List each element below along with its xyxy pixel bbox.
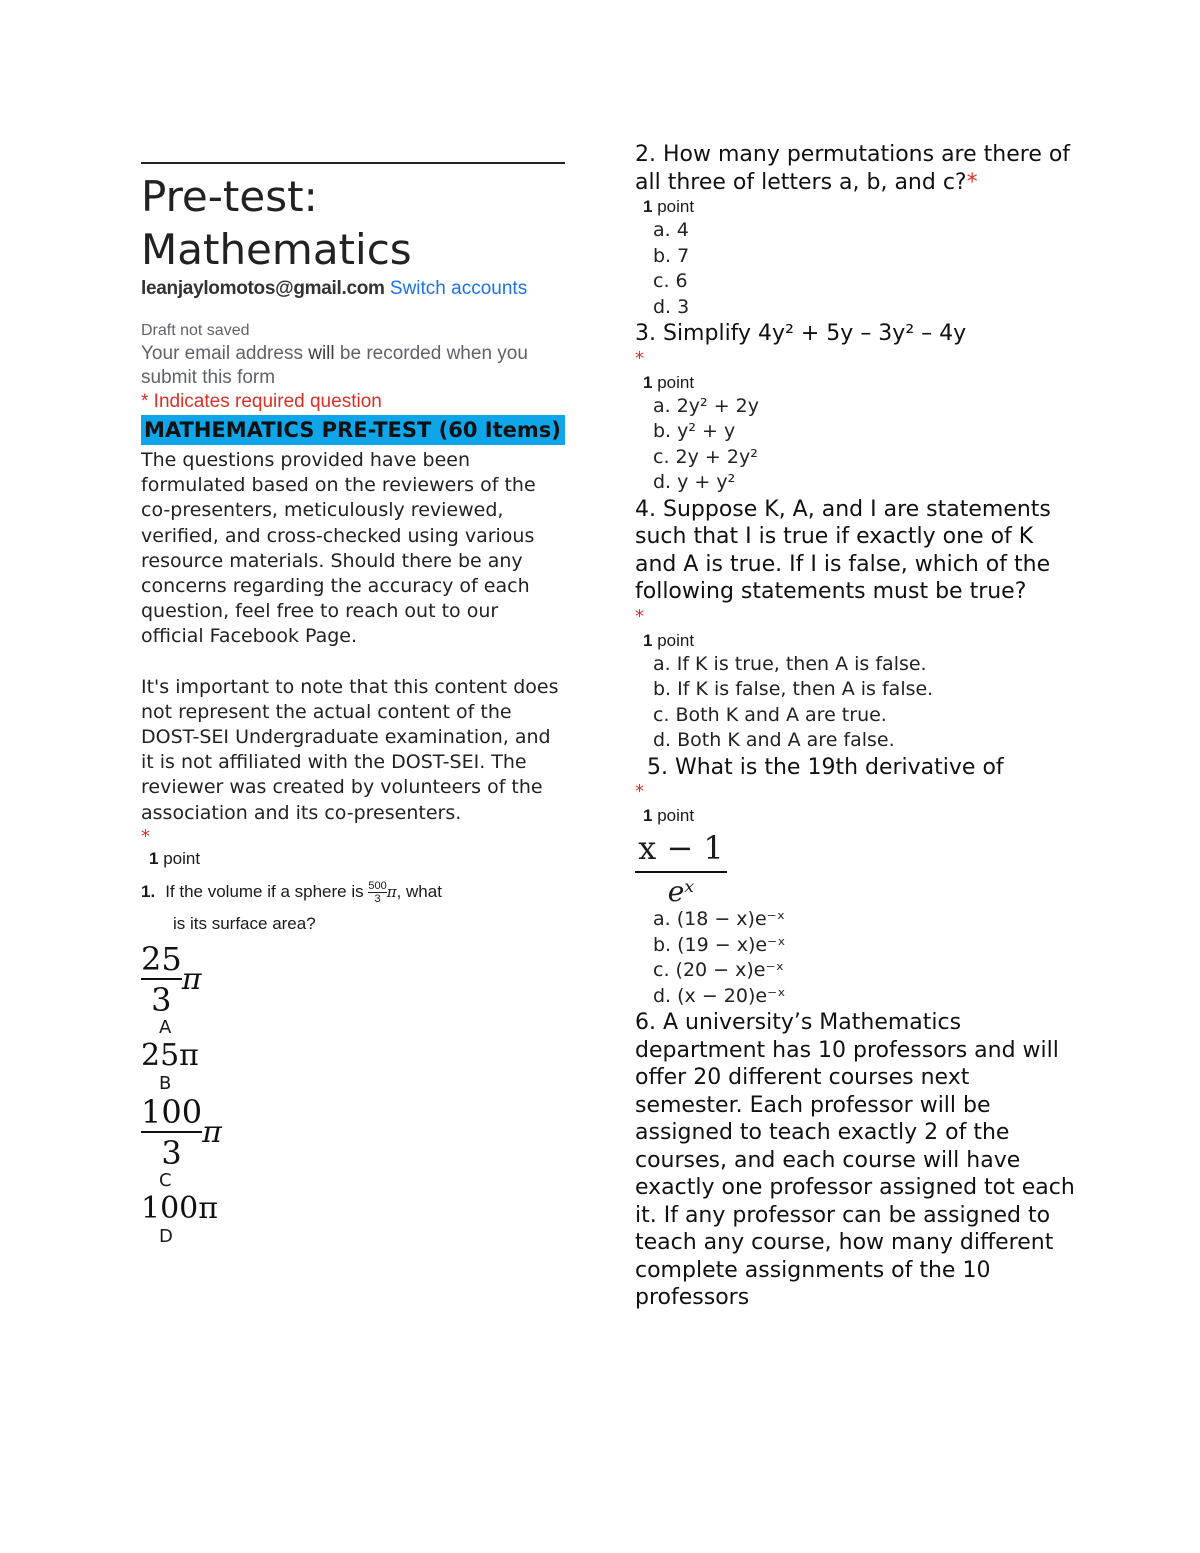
choice-a-numerator: 25 xyxy=(141,939,182,978)
choice-a-denominator: 3 xyxy=(151,980,172,1019)
right-column xyxy=(635,141,1075,1312)
description-paragraph-2: It's important to note that this content does not represent the actual content of the DOST-SEI Undergraduate examination, and it is not affiliated with the DOST-SEI. The reviewer was created by volunteers of the association and its co-presenters. xyxy=(141,675,559,824)
choice-a[interactable] xyxy=(141,941,565,1018)
question-2 xyxy=(635,141,1075,320)
question-6-title: 6. A university’s Mathematics department has 10 professors and will offer 20 different courses next semester. Each professor will be assigned to teach exactly 2 of the courses, and each course will have exactly one professor assigned tot each it. If any professor can be assigned to teach any course, how many different complete assignments of the 10 professors xyxy=(635,1010,1075,1310)
question-5-numerator: x − 1 xyxy=(638,829,724,867)
required-star: * xyxy=(141,825,150,847)
choice-a-letter: A xyxy=(159,1016,172,1038)
account-email: leanjaylomotos@gmail.com xyxy=(141,278,385,299)
email-notice-will: will xyxy=(308,343,335,364)
question-1-text-post: , what xyxy=(396,881,442,901)
choice-b[interactable] xyxy=(141,1038,565,1074)
question-1-text: If the volume if a sphere is xyxy=(165,881,364,901)
points-value: 1 xyxy=(643,806,653,825)
option[interactable]: b. (19 − x)e⁻ˣ xyxy=(653,933,786,956)
points-label: point xyxy=(657,630,695,650)
volume-pi: π xyxy=(386,882,397,901)
question-5-denominator: eˣ xyxy=(667,875,695,908)
email-notice-prefix: Your email address xyxy=(141,343,309,364)
email-notice-suffix: be recorded when you submit this form xyxy=(141,343,528,388)
option[interactable]: b. 7 xyxy=(653,244,690,267)
description-paragraph-1: The questions provided have been formulated based on the reviewers of the co-presenters, meticulously reviewed, verified, and cross-checked using various resource materials. Should there be any concerns regarding the accuracy of each question, feel free to reach out to our official Facebook Page. xyxy=(141,449,536,648)
points-badge xyxy=(643,630,1075,652)
option[interactable]: a. If K is true, then A is false. xyxy=(653,652,927,675)
choice-a-pi: π xyxy=(181,961,202,997)
option[interactable]: a. 4 xyxy=(653,219,689,241)
points-badge xyxy=(643,196,1075,218)
section-description xyxy=(141,448,565,826)
option[interactable]: c. Both K and A are true. xyxy=(653,703,887,726)
volume-fraction-num: 500 xyxy=(368,879,387,892)
question-5 xyxy=(635,754,1075,1010)
points-badge xyxy=(643,372,1075,394)
email-notice xyxy=(141,342,565,390)
points-label: point xyxy=(657,806,695,825)
volume-fraction-den: 3 xyxy=(368,892,386,905)
question-3-title: 3. Simplify 4y² + 5y – 3y² – 4y xyxy=(635,321,967,346)
choice-c-denominator: 3 xyxy=(161,1133,182,1172)
points-value: 1 xyxy=(149,848,159,868)
option[interactable]: c. (20 − x)e⁻ˣ xyxy=(653,959,784,981)
option[interactable]: d. 3 xyxy=(653,295,690,318)
option[interactable]: d. Both K and A are false. xyxy=(653,729,895,751)
choice-c[interactable] xyxy=(141,1094,565,1171)
option[interactable]: d. (x − 20)e⁻ˣ xyxy=(653,984,786,1007)
choice-c-numerator: 100 xyxy=(141,1092,203,1131)
question-6 xyxy=(635,1009,1075,1312)
points-badge xyxy=(643,805,1075,827)
question-4-title: 4. Suppose K, A, and I are statements such that I is true if exactly one of K and A is true. If I is false, which of the following statements must be true? xyxy=(635,496,1051,604)
draft-status: Draft not saved xyxy=(141,322,250,339)
points-label: point xyxy=(657,197,695,216)
points-label: point xyxy=(163,848,201,868)
question-1-text-line2: is its surface area? xyxy=(173,913,316,933)
points-value: 1 xyxy=(643,197,653,216)
question-5-title: 5. What is the 19th derivative of xyxy=(647,754,1004,780)
choice-d-letter: D xyxy=(159,1225,173,1247)
choice-c-fraction xyxy=(141,1094,202,1171)
question-1-number: 1. xyxy=(141,881,156,901)
option[interactable]: b. y² + y xyxy=(653,420,736,442)
choice-b-value: 25π xyxy=(141,1037,199,1073)
option[interactable]: b. If K is false, then A is false. xyxy=(653,678,934,700)
required-star: * xyxy=(635,347,644,369)
question-2-text: 2. How many permutations are there of all three of letters a, b, and c? xyxy=(635,142,1071,195)
option[interactable]: a. (18 − x)e⁻ˣ xyxy=(653,908,786,930)
question-5-fraction xyxy=(635,831,727,907)
left-column xyxy=(141,162,565,1247)
option[interactable]: d. y + y² xyxy=(653,471,736,493)
form-title: Pre-test: Mathematics xyxy=(141,172,412,274)
question-3 xyxy=(635,320,1075,496)
account-row xyxy=(141,278,565,300)
choice-b-letter: B xyxy=(159,1072,172,1094)
question-4 xyxy=(635,496,1075,754)
points-value: 1 xyxy=(643,372,653,392)
required-notice: * Indicates required question xyxy=(141,391,382,412)
choice-c-letter: C xyxy=(159,1169,172,1191)
switch-accounts-link[interactable]: Switch accounts xyxy=(389,278,528,299)
option[interactable]: c. 2y + 2y² xyxy=(653,445,758,468)
required-star: * xyxy=(635,605,644,627)
option[interactable]: c. 6 xyxy=(653,270,688,292)
question-2-title xyxy=(635,141,1075,196)
required-star: * xyxy=(635,781,644,802)
points-badge xyxy=(149,848,565,870)
choice-d[interactable] xyxy=(141,1191,565,1227)
choice-a-fraction xyxy=(141,941,182,1018)
section-header: MATHEMATICS PRE-TEST (60 Items) xyxy=(141,415,565,445)
volume-fraction xyxy=(368,880,386,905)
points-value: 1 xyxy=(643,630,653,650)
choice-c-pi: π xyxy=(202,1114,222,1150)
choice-d-value: 100π xyxy=(141,1190,218,1226)
required-star: * xyxy=(966,169,978,195)
top-divider xyxy=(141,162,565,164)
points-label: point xyxy=(657,372,695,392)
option[interactable]: a. 2y² + 2y xyxy=(653,394,760,417)
question-1-image xyxy=(141,876,565,939)
